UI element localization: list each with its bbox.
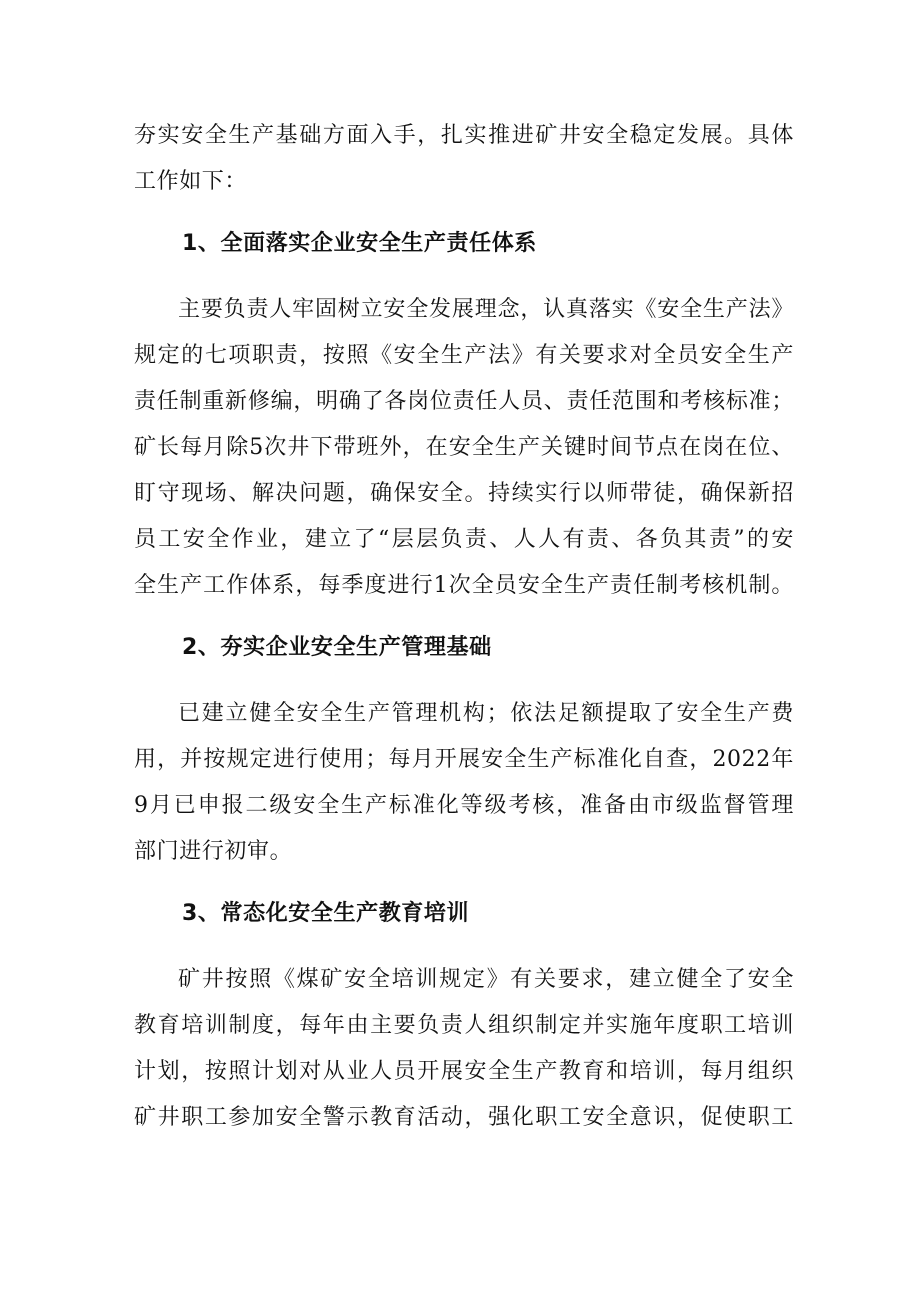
paragraph-line: 已建立健全安全生产管理机构；依法足额提取了安全生产费 (178, 701, 794, 726)
paragraph-line: 工作如下： (134, 169, 248, 194)
paragraph-line: 9月已申报二级安全生产标准化等级考核，准备由市级监督管理 (134, 793, 794, 818)
paragraph-line: 计划，按照计划对从业人员开展安全生产教育和培训，每月组织 (134, 1059, 794, 1084)
paragraph-line: 责任制重新修编，明确了各岗位责任人员、责任范围和考核标准； (134, 389, 794, 414)
paragraph-line: 矿长每月除5次井下带班外，在安全生产关键时间节点在岗在位、 (134, 435, 794, 460)
section-3-paragraph (134, 957, 794, 1141)
paragraph-line: 用，并按规定进行使用；每月开展安全生产标准化自查，2022年 (134, 747, 794, 772)
paragraph-line: 部门进行初审。 (134, 839, 293, 864)
section-1-paragraph (134, 287, 794, 609)
section-2-paragraph (134, 691, 794, 875)
section-heading-1: 1、全面落实企业安全生产责任体系 (182, 231, 537, 256)
paragraph-line: 规定的七项职责，按照《安全生产法》有关要求对全员安全生产 (134, 343, 794, 368)
paragraph-line: 盯守现场、解决问题，确保安全。持续实行以师带徒，确保新招 (134, 481, 794, 506)
paragraph-line: 夯实安全生产基础方面入手，扎实推进矿井安全稳定发展。具体 (134, 123, 794, 148)
paragraph-line: 主要负责人牢固树立安全发展理念，认真落实《安全生产法》 (178, 297, 794, 322)
document-body (134, 113, 794, 1141)
intro-paragraph (134, 113, 794, 205)
paragraph-line: 矿井按照《煤矿安全培训规定》有关要求，建立健全了安全 (178, 967, 794, 992)
section-heading-2: 2、夯实企业安全生产管理基础 (182, 635, 492, 660)
paragraph-line: 教育培训制度，每年由主要负责人组织制定并实施年度职工培训 (134, 1013, 794, 1038)
paragraph-line: 矿井职工参加安全警示教育活动，强化职工安全意识，促使职工 (134, 1105, 794, 1130)
paragraph-line: 全生产工作体系，每季度进行1次全员安全生产责任制考核机制。 (134, 573, 794, 598)
section-heading-3: 3、常态化安全生产教育培训 (182, 901, 470, 926)
paragraph-line: 员工安全作业，建立了“层层负责、人人有责、各负其责”的安 (134, 527, 794, 552)
